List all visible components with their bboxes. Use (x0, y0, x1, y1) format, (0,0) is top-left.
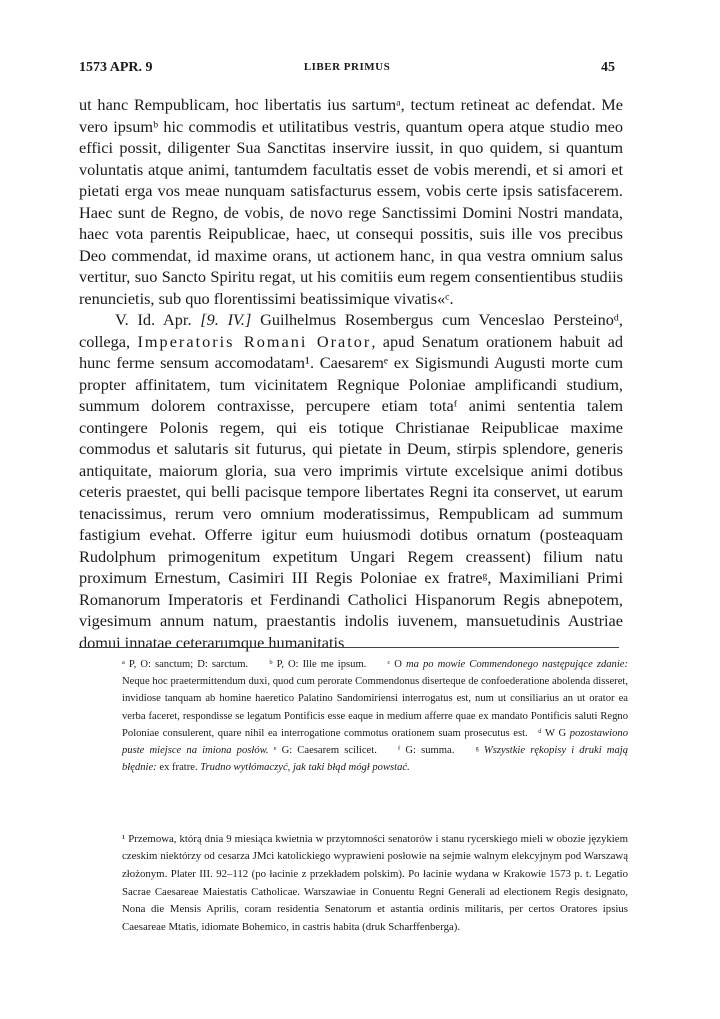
critical-apparatus (122, 656, 628, 776)
p2-start: V. Id. Apr. (115, 310, 201, 329)
note-d-label: ᵈ W G (538, 727, 570, 739)
note-g-italic2: Trudno wytłómaczyć, jak taki błąd mógł powstać. (200, 762, 410, 774)
note-b: ᵇ P, O: Ille me ipsum. (269, 659, 367, 670)
note-g-label: ᵍ (475, 745, 484, 757)
note-f: ᶠ G: summa. (398, 745, 455, 757)
running-header (79, 60, 615, 82)
paragraph-2 (79, 309, 623, 653)
note-d-italic: pozostawiono puste miejsce na imiona posłów. (122, 727, 628, 757)
p2-mid: Guilhelmus Rosembergus cum Venceslao Persteinoᵈ, collega, (79, 310, 623, 351)
p2-orator: Imperatoris Romani Orator (137, 331, 372, 351)
p2-rest: , apud Senatum orationem habuit ad hunc ferme sensum accomodatam¹. Caesaremᵉ ex Sigismundi Augusti morte cum propter affinitatem, tum vicinitatem Regnique Poloniae amplificandi studium, summum dolorem contraxisse, percupere etiam totaᶠ animi sententia talem contingere Polonis regem, qui eis totique Christianae Reipublicae maxime commodus et salutaris sit futurus, qui pietate in Deum, stirpis splendore, generis antiquitate, maiorum gloria, sua vero imprimis virtute excelsique animi dotibus ceteris praestet, qui belli pacisque tempore libertates Regni ita conservet, ut earum tenacissimus, rerum vero omnium moderatissimus, Rempublicam ad summum fastigium evehat. Offerre igitur eum huiusmodi dotibus ornatum (posteaquam Rudolphum primogenitum expetitum Ungari Regem creassent) filium natu proximum Ernestum, Casimiri III Regis Poloniae ex fratreᵍ, Maximiliani Primi Romanorum Imperatoris et Ferdinandi Catholici Hispanorum Regis abnepotem, vigesimum annum natum, praestantis indolis iuvenem, mansuetudinis Austriae domui innatae ceterarumque humanitatis (79, 331, 623, 652)
p2-date: [9. IV.] (200, 310, 252, 329)
main-text (79, 94, 623, 653)
footnote-divider (79, 647, 619, 648)
note-e: ᵉ G: Caesarem scilicet. (273, 745, 377, 757)
page-number: 45 (601, 60, 615, 75)
note-c-italic: ma po mowie Commendonego następujące zdanie: (405, 659, 629, 670)
header-date: 1573 APR. 9 (79, 60, 153, 75)
footnote-1 (122, 820, 628, 947)
note-c-text: Neque hoc praetermittendum duxi, quod cum perorate Commendonus diserteque de confoederatione abolenda disseret, invidiose tanquam ab homine haeretico Palatino Sandomiriensi interrogatus est, num ut consiliarius an ut orator ea verba faceret, respondisse se legatum Pontificis esse eaque in medium afferre quae ex mandato Pontificis saluti Regno Poloniae consulerent, quare nihil ea interrogatione commotus orationem suam prosecutus est. (122, 676, 628, 739)
note-a: ᵃ P, O: sanctum; D: sarctum. (122, 659, 249, 670)
note-g-text: ex fratre. (156, 762, 201, 774)
footnote-1-text: ¹ Przemowa, którą dnia 9 miesiąca kwietnia w przytomności senatorów i stanu rycerskiego mieli w obozie językiem czeskim niektórzy od cesarza JMci katolickiego wyprawieni posłowie na sejmie walnym elekcyjnym pod Warszawą złożonym. Plater III. 92–112 (po łacinie z przekładem polskim). Po łacinie wydana w Krakowie 1573 p. t. Legatio Sacrae Caesareae Maiestatis Catholicae. Warszawiae in Conuentu Regni Generali ad electionem Regis designato, Nona die Mensis Aprilis, coram residentia Senatorum et astantia ordinis militaris, per certos Oratores ipsius Caesareae Mtatis, idiomate Bohemico, in castris habita (druk Scharffenberga). (122, 832, 628, 933)
note-c-label: ᶜ O (387, 659, 406, 670)
apparatus-text (122, 656, 628, 776)
header-title: LIBER PRIMUS (303, 61, 391, 73)
paragraph-1: ut hanc Rempublicam, hoc libertatis ius sartumᵃ, tectum retineat ac defendat. Me vero ipsumᵇ hic commodis et utilitatibus vestris, quantum opera atque studio meo effici possit, diligenter Sua Sanctitas inservire iussit, in quo quidem, si quantum voluntatis atque animi, tantumdem facultatis esset de vobis merendi, et si amori et pietati erga vos meae nunquam satisfacturus essem, vobis certe ipsis satisfacerem. Haec sunt de Regno, de vobis, de novo rege Sanctissimi Domini Nostri mandata, haec vota parentis Reipublicae, haec, ut consequi possitis, suis ille vos precibus Deo commendat, id maxime orans, ut actionem hanc, in qua vestra omnium salus vertitur, suo Sancto Spiritu regat, ut his comitiis eum regem consentientibus studiis renuncietis, sub quo florentissimi beatissimique vivatis«ᶜ. (79, 95, 623, 308)
note-g-italic: Wszystkie rękopisy i druki mają błędnie: (122, 745, 628, 774)
